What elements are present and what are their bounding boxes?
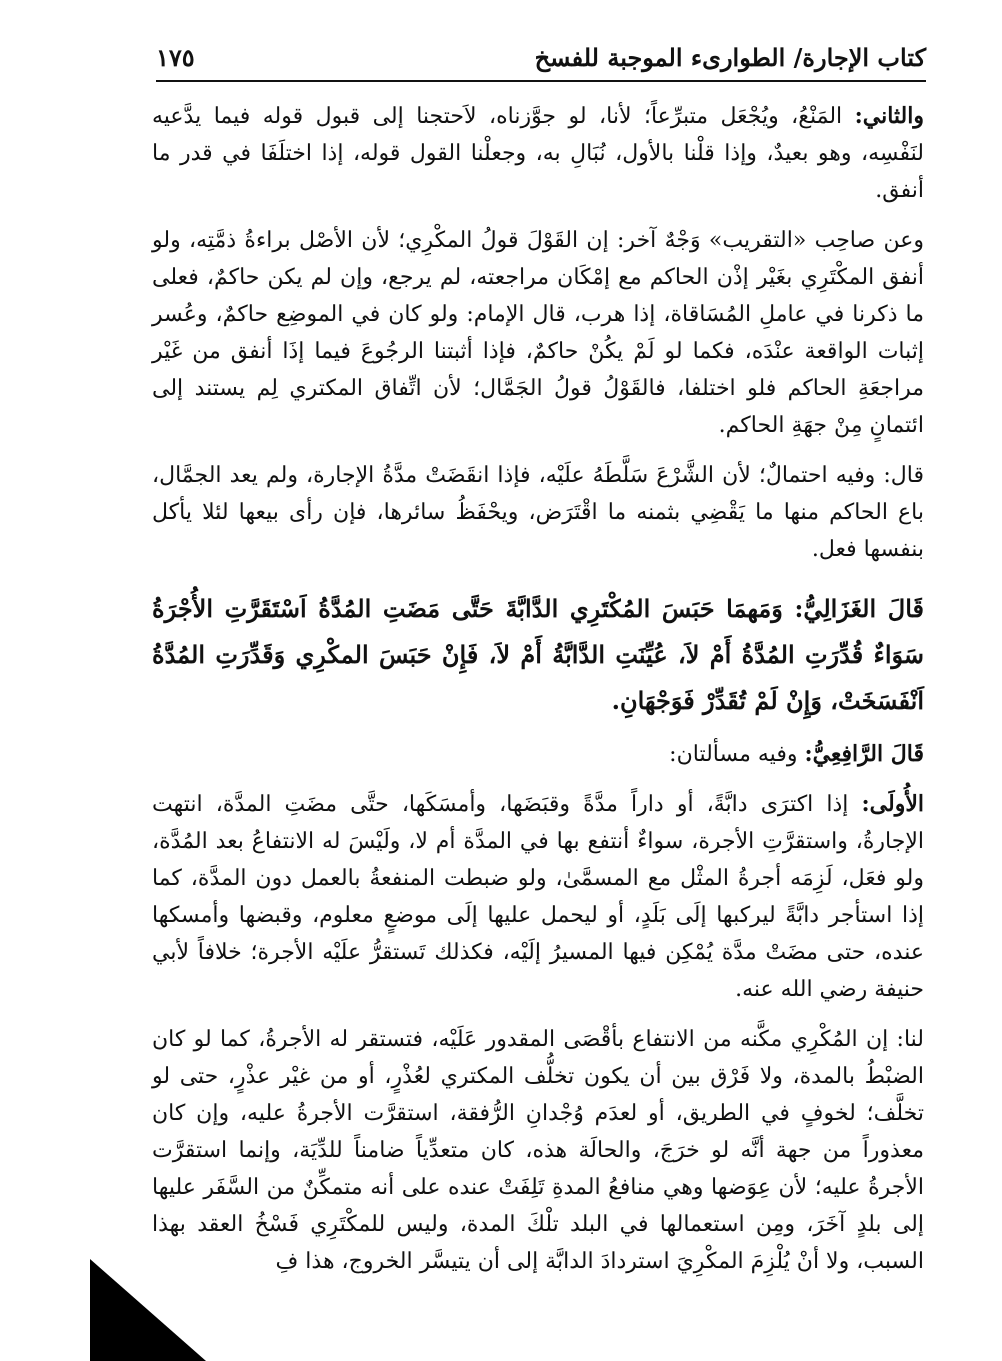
arabic-text-body [152,98,924,1287]
ghazali-label: قَالَ الغَزَالِيُّ: [794,594,924,623]
paragraph-3-text: قال: وفيه احتمالٌ؛ لأن الشَّرْعَ سَلَّطَهُ علَيْه، فإذا انقَضَتْ مدَّةُ الإجارة، ولم يعد الجمَّال، باع الحاكم منها ما يَقْضِي بثمنه ما اقْتَرَض، ويحْفَظُ سائرها، فإن رأى بيعها لئلا يأكل بنفسها فعل. [152,463,924,562]
page-header [156,34,926,82]
paragraph-2-text: وعن صاحِب «التقريب» وَجْهٌ آخر: إن القَوْلَ قولُ المكْرِي؛ لأن الأصْل براءةُ ذمَّتِه، ولو أنفق المكْتَرِي بغَيْر إذْن الحاكم مع إمْكَان مراجعته، لم يرجع، وإن لم يكن حاكمٌ، فعلى ما ذكرنا في عاملِ المُسَاقاة، إذا هرب، قال الإمام: ولو كان في الموضِع حاكمٌ، وعُسر إثبات الواقعة عنْدَه، فكما لو لَمْ يكُنْ حاكمٌ، فإذا أثبتنا الرجُوعَ فيما إذَا أنفق من غَيْر مراجعَةِ الحاكم فلو اختلفا، فالقَوْلُ قولُ الجَمَّال؛ لأن اتِّفاق المكتري لِم يستند إلى ائتمانٍ مِنْ جهَةِ الحاكم. [152,228,925,438]
first-issue-text: إذا اكترَى دابَّةً، أو داراً مدَّةً وقبَضَها، وأمسَكَها، حتَّى مضَتِ المدَّة، انتهت الإجارةُ، واستقرَّتِ الأجرة، سواءٌ أنتفع بها في المدَّة أم لا، ولَيْسَ له الانتفاعُ بعد المُدَّة، ولو فعَل، لَزِمَه أجرةُ المثْل مع المسمَّىٰ، ولو ضبطت المنفعةُ بالعمل دون المدَّة، كما إذا استأجر دابَّةً ليركبها إلَى بَلَدٍ، أو ليحمل عليها إلَى موضعٍ معلوم، وقبضها وأمسكها عنده، حتى مضَتْ مدَّة يُمْكِن فيها المسيرُ إلَيْه، فكذلك تَستقرُّ علَيْه الأجرة؛ خلافاً لأبي حنيفة رضي الله عنه. [152,792,924,1002]
ghazali-quote [152,587,924,725]
first-issue [152,786,924,1008]
argument-paragraph [152,1021,924,1280]
paragraph-1 [152,98,924,209]
first-issue-label: الأُولَى: [861,791,924,817]
black-page-corner [90,1259,206,1361]
ghazali-text: وَمَهمَا حَبَسَ المُكْتَرِي الدَّابَّةَ حَتَّى مَضَتِ المُدَّةُ اَسْتَقَرَّتِ الأُجْرَةُ سَوَاءٌ قُدِّرَتِ المُدَّةُ أَمْ لاَ، عُيِّنَتِ الدَّابَّةُ أَمْ لاَ، فَإِنْ حَبَسَ المكْرِي وَقَدِّرَتِ المُدَّةُ اَنْفَسَخَتْ، وَإِنْ لَمْ تُقَدِّرْ فَوَجْهَانِ. [152,594,924,715]
running-title: كتاب الإجارة/ الطوارىء الموجبة للفسخ [534,43,926,72]
paragraph-1-lead: والثاني: [854,103,924,129]
page-number: ١٧٥ [156,43,195,72]
paragraph-3 [152,457,924,568]
rafii-label: قَالَ الرَّافِعِيُّ: [804,741,924,767]
paragraph-2 [152,222,924,444]
paragraph-1-text: المَنْعُ، ويُجْعَل متبرِّعاً؛ لأنا، لو جوَّزناه، لاَحتجنا إلى قبول قوله فيما يدَّعيه لنَفْسِه، وهو بعيدٌ، وإذا قلْنا بالأول، نُبَالِ به، وجعلْنا القول قوله، إذا اختلَفَا في قدر ما أنفق. [152,104,925,203]
argument-text: لنا: إن المُكْرِي مكَّنه من الانتفاع بأقْصَى المقدور عَلَيْه، فتستقر له الأجرةُ، كما لو كان الضبْطُ بالمدة، ولا فَرْق بين أن يكون تخلُّف المكتري لعُذْرٍ، أو من غيْر عذْرٍ، حتى لو تخلَّف؛ لخوفٍ في الطريق، أو لعدَم وُجْدانِ الرُّفقة، استقرَّت الأجرةُ عليه، وإن كان معذوراً من جهة أنَّه لو خرَجَ، والحالَة هذه، كان متعدِّياً ضامناً للدِّيَة، وإنما استقرَّت الأجرةُ عليه؛ لأن عِوَضها وهي منافعُ المدةِ تَلِفَتْ عنده على أنه متمكِّنٌ من السَّفَر عليها إلى بلدٍ آخَرَ، ومِن استعمالها في البلد تلْكَ المدة، وليس للمكْتَرِي فَسْخُ العقد بهذا السبب، ولا أنْ يُلْزِمَ المكْرِيَ استردادَ الدابَّة إلى أن يتيسَّر الخروج، هذا فِ [152,1027,924,1274]
rafii-heading [152,736,924,773]
rafii-text: وفيه مسألتان: [669,742,805,767]
